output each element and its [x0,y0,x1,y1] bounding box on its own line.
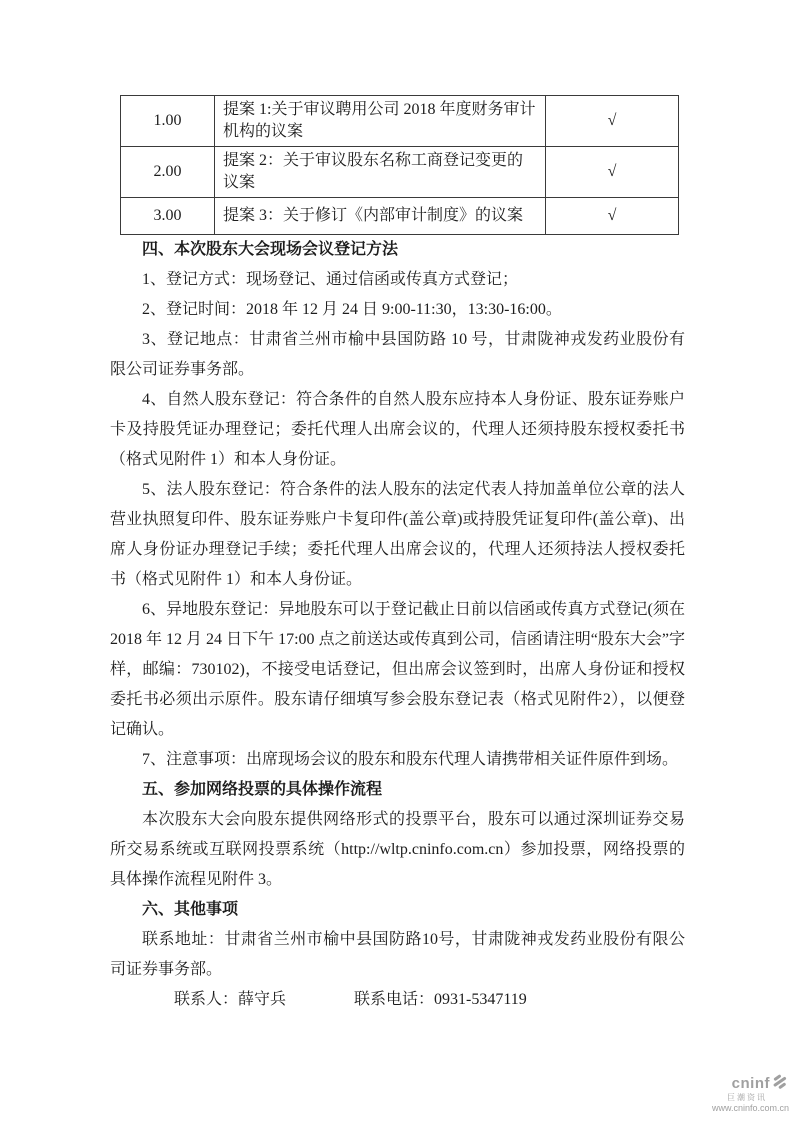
table-row [121,147,679,198]
table-row [121,198,679,235]
cninfo-logo [712,1074,789,1114]
contact-person: 联系人：薛守兵 [174,991,287,1008]
vote-checkmark: √ [546,147,679,198]
contact-address-paragraph: 联系地址：甘肃省兰州市榆中县国防路10号，甘肃陇神戎发药业股份有限公司证券事务部。 [110,931,685,978]
proposal-code: 2.00 [121,147,215,198]
online-voting-paragraph: 本次股东大会向股东提供网络形式的投票平台，股东可以通过深圳证券交易所交易系统或互联网投票系统（http://wltp.cninfo.com.cn）参加投票，网络投票的具体操作流程见附件 3。 [110,811,685,888]
proposal-title: 提案 1:关于审议聘用公司 2018 年度财务审计机构的议案 [215,96,546,147]
cninfo-brand-text: cninf [731,1074,770,1092]
cninfo-swirl-icon [771,1074,789,1095]
proposal-title: 提案 2：关于审议股东名称工商登记变更的议案 [215,147,546,198]
registration-place-paragraph: 3、登记地点：甘肃省兰州市榆中县国防路 10 号，甘肃陇神戎发药业股份有限公司证券事务部。 [110,331,685,378]
document-content [110,95,685,1015]
notes-paragraph: 7、注意事项：出席现场会议的股东和股东代理人请携带相关证件原件到场。 [142,751,679,768]
vote-checkmark: √ [546,96,679,147]
vote-checkmark: √ [546,198,679,235]
table-row [121,96,679,147]
proposal-code: 3.00 [121,198,215,235]
section-4-heading: 四、本次股东大会现场会议登记方法 [142,241,399,258]
individual-shareholder-paragraph: 4、自然人股东登记：符合条件的自然人股东应持本人身份证、股东证券账户卡及持股凭证办理登记；委托代理人出席会议的，代理人还须持股东授权委托书（格式见附件 1）和本人身份证。 [110,391,685,468]
remote-shareholder-paragraph: 6、异地股东登记：异地股东可以于登记截止日前以信函或传真方式登记(须在 2018 年 12 月 24 日下午 17:00 点之前送达或传真到公司，信函请注明“股东大会”字样，邮编：730102)，不接受电话登记，但出席会议签到时，出席人身份证和授权委托书必须出示原件。股东请仔细填写参会股东登记表（格式见附件2），以便登记确认。 [110,601,685,738]
contact-row [110,985,685,1015]
proposal-code: 1.00 [121,96,215,147]
contact-phone: 联系电话：0931-5347119 [354,991,527,1008]
cninfo-chinese-name: 巨潮资讯 [727,1093,767,1103]
section-6-heading: 六、其他事项 [142,901,239,918]
cninfo-url: www.cninfo.com.cn [711,1103,789,1114]
section-5-heading: 五、参加网络投票的具体操作流程 [142,781,383,798]
registration-time-paragraph: 2、登记时间：2018 年 12 月 24 日 9:00-11:30，13:30-16:00。 [142,301,562,318]
registration-method-paragraph: 1、登记方式：现场登记、通过信函或传真方式登记； [142,271,519,288]
cninfo-brand-line [712,1074,789,1095]
proposal-title: 提案 3：关于修订《内部审计制度》的议案 [215,198,546,235]
corporate-shareholder-paragraph: 5、法人股东登记：符合条件的法人股东的法定代表人持加盖单位公章的法人营业执照复印件、股东证券账户卡复印件(盖公章)或持股凭证复印件(盖公章)、出席人身份证办理登记手续；委托代理人出席会议的，代理人还须持法人授权委托书（格式见附件 1）和本人身份证。 [110,481,685,588]
proposals-table [120,95,679,235]
